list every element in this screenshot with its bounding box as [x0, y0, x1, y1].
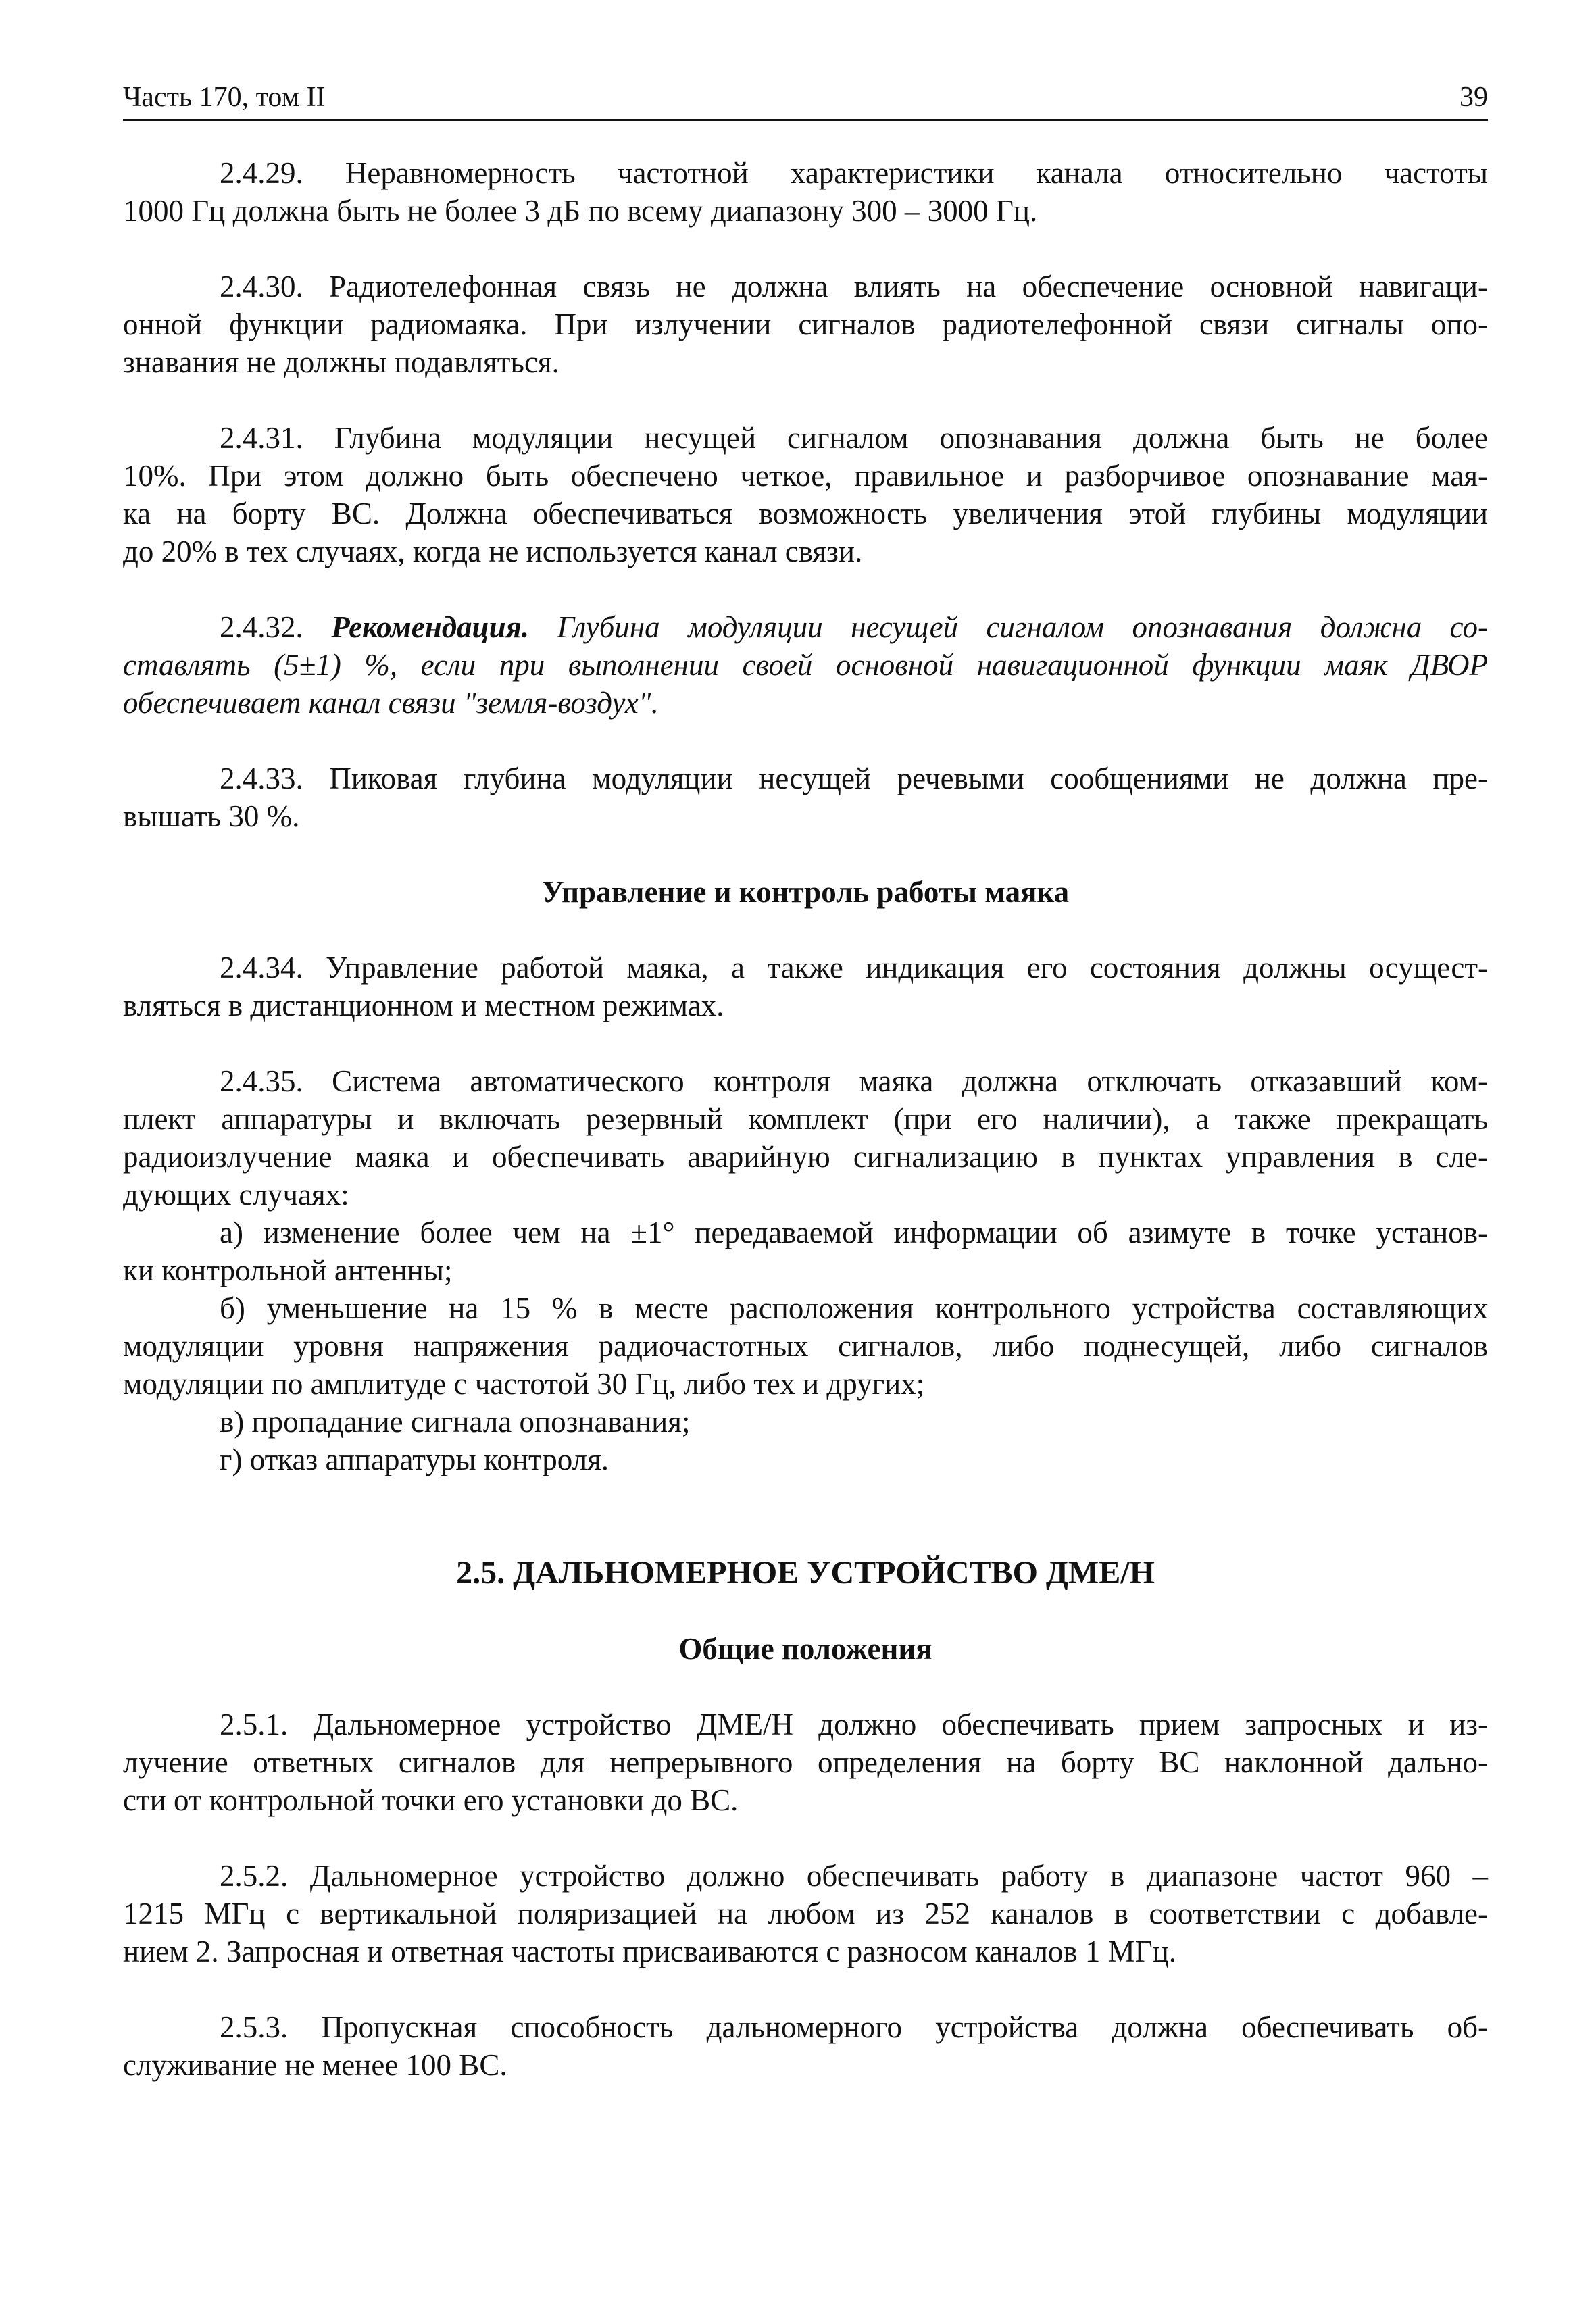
paragraph-line: ка на борту ВС. Должна обеспечиваться возможность увеличения этой глубины модуляции — [123, 497, 1488, 530]
page-content — [123, 154, 1488, 2084]
paragraph-2-5-1 — [123, 1706, 1488, 1819]
list-item-b-cont: модуляции уровня напряжения радиочастотных сигналов, либо поднесущей, либо сигналов — [123, 1329, 1488, 1363]
paragraph-line: плект аппаратуры и включать резервный комплект (при его наличии), а также прекращать — [123, 1102, 1488, 1136]
list-item-d: г) отказ аппаратуры контроля. — [220, 1443, 609, 1476]
header-title: Часть 170, том II — [123, 82, 326, 113]
subheading-general: Общие положения — [678, 1632, 932, 1666]
paragraph-number: 2.4.32. — [220, 610, 303, 644]
recommendation-label: Рекомендация. — [331, 610, 530, 644]
paragraph-2-4-33 — [123, 760, 1488, 835]
list-item-a-cont: ки контрольной антенны; — [123, 1253, 453, 1287]
paragraph-line: до 20% в тех случаях, когда не используется канал связи. — [123, 534, 863, 568]
paragraph-line: сти от контрольной точки его установки до ВС. — [123, 1783, 739, 1817]
paragraph-2-5-3 — [123, 2008, 1488, 2084]
paragraph-line: 2.5.3. Пропускная способность дальномерного устройства должна обеспечивать об- — [220, 2010, 1488, 2044]
paragraph-line: вышать 30 %. — [123, 799, 300, 833]
paragraph-line: 10%. При этом должно быть обеспечено четкое, правильное и разборчивое опознавание мая- — [123, 459, 1488, 493]
paragraph-line — [123, 608, 1488, 646]
paragraph-line: дующих случаях: — [123, 1178, 349, 1212]
page-header — [123, 76, 1488, 121]
paragraph-line: радиоизлучение маяка и обеспечивать аварийную сигнализацию в пунктах управления в сле- — [123, 1140, 1488, 1174]
paragraph-line: лучение ответных сигналов для непрерывного определения на борту ВС наклонной дально- — [123, 1745, 1488, 1779]
paragraph-line: 2.4.34. Управление работой маяка, а также индикация его состояния должны осущест- — [220, 951, 1488, 985]
list-item-b-cont: модуляции по амплитуде с частотой 30 Гц, либо тех и других; — [123, 1367, 925, 1401]
paragraph-line: обеспечивает канал связи "земля-воздух". — [123, 686, 659, 720]
paragraph-line: знавания не должны подавляться. — [123, 345, 559, 379]
paragraph-line: 1000 Гц должна быть не более 3 дБ по всему диапазону 300 – 3000 Гц. — [123, 194, 1038, 228]
paragraph-line: нием 2. Запросная и ответная частоты присваиваются с разносом каналов 1 МГц. — [123, 1935, 1177, 1968]
paragraph-line: ставлять (5±1) %, если при выполнении своей основной навигационной функции маяк ДВОР — [123, 648, 1488, 682]
recommendation-text: Глубина модуляции несущей сигналом опознавания должна со- — [557, 610, 1489, 644]
subheading-control: Управление и контроль работы маяка — [541, 875, 1070, 909]
paragraph-2-4-34 — [123, 949, 1488, 1024]
list-item-b: б) уменьшение на 15 % в месте расположения контрольного устройства составляющих — [220, 1291, 1488, 1325]
paragraph-line: 2.4.31. Глубина модуляции несущей сигналом опознавания должна быть не более — [220, 421, 1488, 455]
paragraph-2-4-32 — [123, 608, 1488, 722]
paragraph-line: вляться в дистанционном и местном режимах. — [123, 989, 724, 1022]
paragraph-line: 2.4.33. Пиковая глубина модуляции несущей речевыми сообщениями не должна пре- — [220, 762, 1488, 795]
paragraph-line: служивание не менее 100 ВС. — [123, 2048, 507, 2082]
paragraph-line: 2.4.35. Система автоматического контроля маяка должна отключать отказавший ком- — [220, 1064, 1488, 1098]
paragraph-2-4-35 — [123, 1062, 1488, 1478]
paragraph-line: 2.4.30. Радиотелефонная связь не должна влиять на обеспечение основной навигаци- — [220, 270, 1488, 303]
paragraph-2-5-2 — [123, 1857, 1488, 1970]
paragraph-line: 2.5.2. Дальномерное устройство должно обеспечивать работу в диапазоне частот 960 – — [220, 1859, 1488, 1893]
paragraph-line: 2.5.1. Дальномерное устройство ДМЕ/Н должно обеспечивать прием запросных и из- — [220, 1708, 1488, 1741]
list-item-c: в) пропадание сигнала опознавания; — [220, 1405, 691, 1439]
list-item-a: а) изменение более чем на ±1° передаваемой информации об азимуте в точке установ- — [220, 1216, 1488, 1249]
section-heading-2-5: 2.5. ДАЛЬНОМЕРНОЕ УСТРОЙСТВО ДМЕ/Н — [456, 1555, 1155, 1591]
page-number: 39 — [1460, 82, 1488, 113]
paragraph-line: онной функции радиомаяка. При излучении сигналов радиотелефонной связи сигналы опо- — [123, 307, 1488, 341]
paragraph-2-4-31 — [123, 419, 1488, 570]
paragraph-2-4-29 — [123, 154, 1488, 230]
paragraph-line: 1215 МГц с вертикальной поляризацией на любом из 252 каналов в соответствии с добавле- — [123, 1897, 1488, 1931]
paragraph-line: 2.4.29. Неравномерность частотной характеристики канала относительно частоты — [220, 156, 1488, 190]
paragraph-2-4-30 — [123, 268, 1488, 381]
